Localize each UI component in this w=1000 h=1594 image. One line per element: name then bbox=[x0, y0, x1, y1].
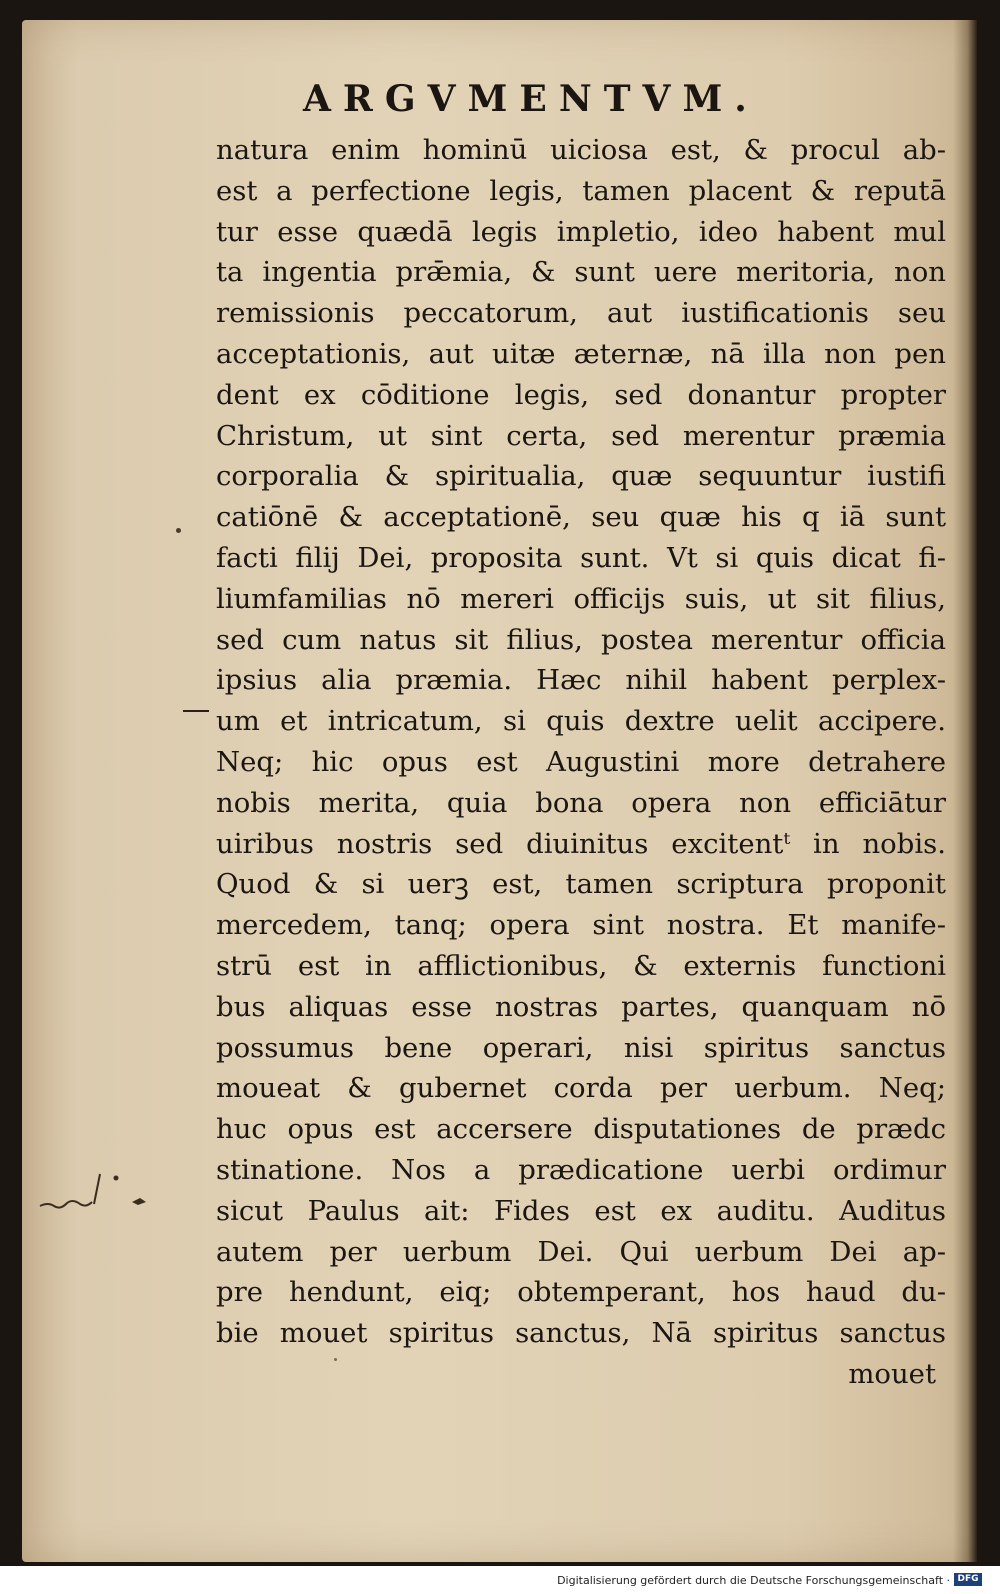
text-line: natura enim hominū uiciosa est, & procul ab- bbox=[216, 134, 946, 166]
text-line: um et intricatum, si quis dextre uelit accipere. bbox=[216, 705, 946, 738]
page-edge-shadow bbox=[953, 20, 977, 1562]
text-line: sicut Paulus ait: Fides est ex auditu. Auditus bbox=[216, 1194, 946, 1227]
digitization-credit: Digitalisierung gefördert durch die Deutsche Forschungsgemeinschaft · bbox=[557, 1574, 950, 1587]
text-line: ipsius alia præmia. Hæc nihil habent perplex- bbox=[216, 664, 946, 697]
text-line: corporalia & spiritualia, quæ sequuntur iustifi bbox=[216, 460, 946, 493]
text-line: uiribus nostris sed diuinitus excitentᵗ in nobis. bbox=[216, 827, 946, 860]
text-line: Christum, ut sint certa, sed merentur præmia bbox=[216, 419, 946, 452]
text-line: huc opus est accersere disputationes de prædc bbox=[216, 1113, 946, 1146]
text-line: moueat & gubernet corda per uerbum. Neq; bbox=[216, 1072, 946, 1105]
text-line: possumus bene operari, nisi spiritus sanctus bbox=[216, 1031, 946, 1064]
text-line: acceptationis, aut uitæ æternæ, nā illa non pen bbox=[216, 337, 946, 370]
text-line: mercedem, tanq; opera sint nostra. Et manife- bbox=[216, 909, 946, 942]
dfg-logo: DFG bbox=[954, 1573, 982, 1586]
margin-dash-mark bbox=[183, 710, 209, 712]
text-line: catiōnē & acceptationē, seu quæ his q iā sunt bbox=[216, 501, 946, 534]
text-line: tur esse quædā legis impletio, ideo habent mul bbox=[216, 215, 946, 248]
text-line: strū est in afflictionibus, & externis functioni bbox=[216, 949, 946, 982]
text-line: autem per uerbum Dei. Qui uerbum Dei ap- bbox=[216, 1235, 946, 1268]
text-line: est a perfectione legis, tamen placent & reputā bbox=[216, 174, 946, 207]
text-line: remissionis peccatorum, aut iustificationis seu bbox=[216, 297, 946, 330]
text-line: liumfamilias nō mereri officijs suis, ut sit filius, bbox=[216, 582, 946, 615]
text-line: facti filij Dei, proposita sunt. Vt si quis dicat fi- bbox=[216, 541, 946, 574]
text-line: bie mouet spiritus sanctus, Nā spiritus sanctus bbox=[216, 1317, 946, 1350]
text-line: ta ingentia prǣmia, & sunt uere meritoria, non bbox=[216, 256, 946, 289]
text-line: stinatione. Nos a prædicatione uerbi ordimur bbox=[216, 1153, 946, 1186]
catchword: mouet bbox=[848, 1357, 936, 1390]
text-line: bus aliquas esse nostras partes, quanquam nō bbox=[216, 990, 946, 1023]
text-line: Quod & si uerꝫ est, tamen scriptura proponit bbox=[216, 868, 946, 901]
text-line: dent ex cōditione legis, sed donantur propter bbox=[216, 378, 946, 411]
paper-speck bbox=[334, 1358, 337, 1361]
text-line: pre hendunt, eiq; obtemperant, hos haud du- bbox=[216, 1276, 946, 1309]
text-line: nobis merita, quia bona opera non efficiātur bbox=[216, 786, 946, 819]
body-text bbox=[216, 130, 946, 1395]
handwritten-margin-note bbox=[34, 1168, 164, 1228]
text-line: Neq; hic opus est Augustini more detrahere bbox=[216, 745, 946, 778]
running-header: ARGVMENTVM. bbox=[303, 78, 759, 120]
margin-dot bbox=[176, 528, 181, 533]
text-line: sed cum natus sit filius, postea merentur officia bbox=[216, 623, 946, 656]
